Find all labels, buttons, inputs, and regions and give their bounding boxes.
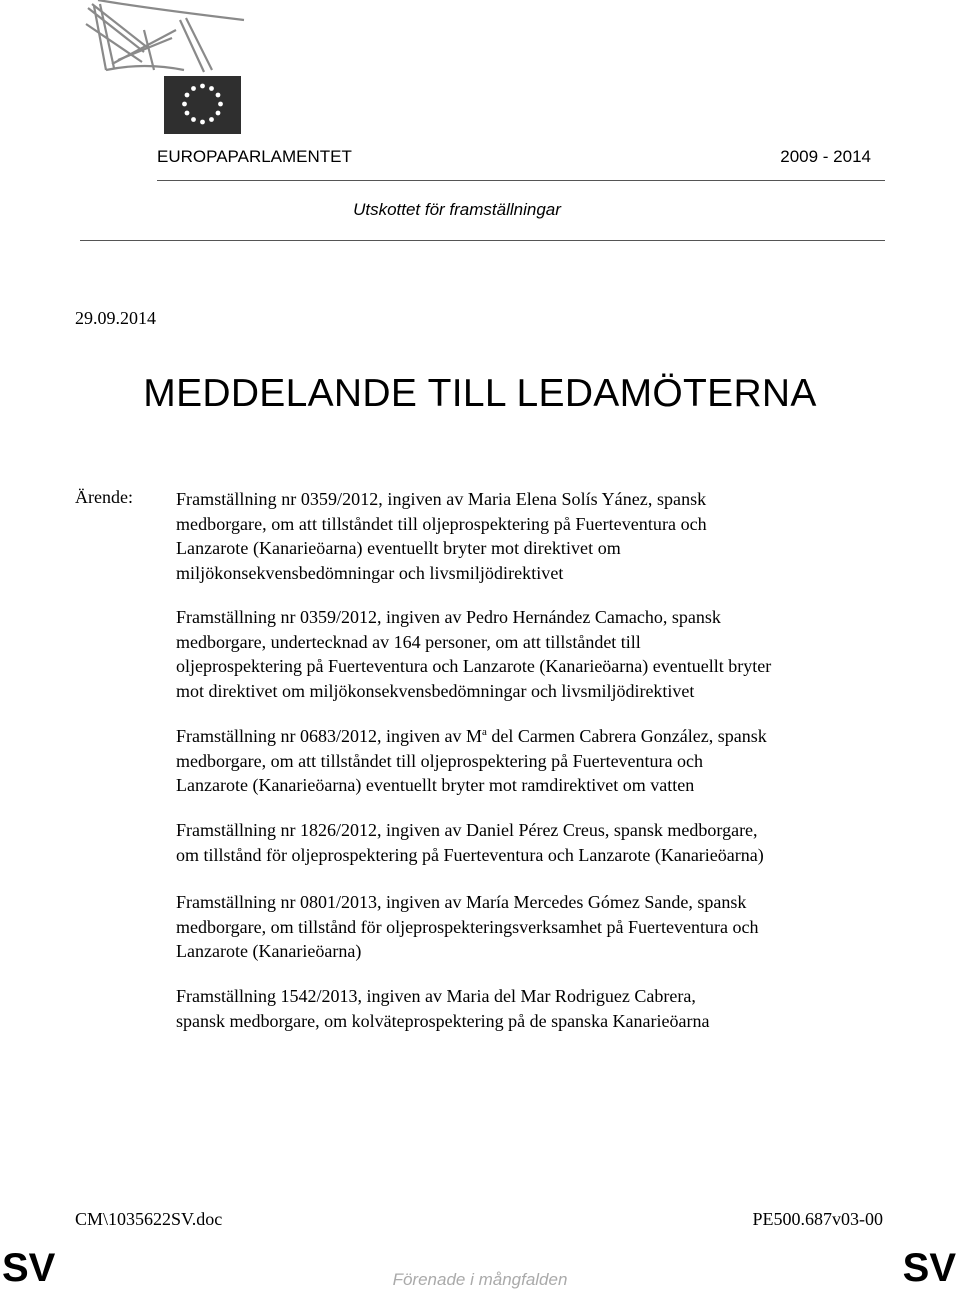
european-parliament-logo-icon [84,0,249,140]
petition-line: medborgare, om att tillståndet till oljeprospektering på Fuerteventura och [176,513,707,534]
header-row [157,147,885,173]
petition-line: mot direktivet om miljökonsekvensbedömningar och livsmiljödirektivet [176,680,695,701]
petition-line: medborgare, undertecknad av 164 personer, om att tillståndet till [176,631,641,652]
petition-line: Lanzarote (Kanarieöarna) eventuellt bryter mot ramdirektivet om vatten [176,775,695,795]
subject-label: Ärende: [75,487,133,507]
petition-line: spansk medborgare, om kolväteprospektering på de spanska Kanarieöarna [176,1010,710,1031]
page-title: MEDDELANDE TILL LEDAMÖTERNA [143,372,817,415]
petition-line: Framställning nr 1826/2012, ingiven av Daniel Pérez Creus, spansk medborgare, [176,820,758,840]
parliamentary-term: 2009 - 2014 [780,147,871,166]
petition-line: medborgare, om tillstånd för oljeprospekteringsverksamhet på Fuerteventura och [176,916,759,937]
petition-item [176,984,710,1033]
petition-line: Framställning 1542/2013, ingiven av Maria del Mar Rodriguez Cabrera, [176,986,696,1006]
header-divider [157,180,885,181]
petition-line: Lanzarote (Kanarieöarna) eventuellt bryter mot direktivet om [176,538,621,558]
petition-line: miljökonsekvensbedömningar och livsmiljödirektivet [176,562,564,583]
petition-line: Framställning nr 0359/2012, ingiven av Maria Elena Solís Yánez, spansk [176,489,707,509]
document-date: 29.09.2014 [75,308,156,328]
petition-item [176,605,771,703]
eu-motto: Förenade i mångfalden [392,1270,568,1289]
petition-item [176,487,707,585]
petition-item [176,724,767,798]
petition-item [176,818,764,867]
document-reference: CM\1035622SV.doc [75,1209,223,1229]
petition-item [176,890,759,964]
superscript-a: a [481,726,487,738]
petition-line-start: Framställning nr 0683/2012, ingiven av M [176,726,482,746]
petition-line [176,724,767,749]
language-code-right: SV [902,1246,956,1290]
petition-line: medborgare, om att tillståndet till oljeprospektering på Fuerteventura och [176,750,704,771]
petition-line: Lanzarote (Kanarieöarna) [176,941,362,961]
language-code-left: SV [2,1246,56,1290]
committee-divider [80,240,885,241]
petition-line: Framställning nr 0801/2013, ingiven av María Mercedes Gómez Sande, spansk [176,892,747,912]
petition-line: Framställning nr 0359/2012, ingiven av Pedro Hernández Camacho, spansk [176,607,721,627]
institution-name: EUROPAPARLAMENTET [157,147,352,166]
petition-line: oljeprospektering på Fuerteventura och Lanzarote (Kanarieöarna) eventuellt bryter [176,656,772,676]
petition-line-end: del Carmen Cabrera González, spansk [486,726,767,746]
petition-line: om tillstånd för oljeprospektering på Fuerteventura och Lanzarote (Kanarieöarna) [176,844,764,865]
committee-name: Utskottet för framställningar [353,200,561,219]
pe-reference: PE500.687v03-00 [752,1209,883,1229]
